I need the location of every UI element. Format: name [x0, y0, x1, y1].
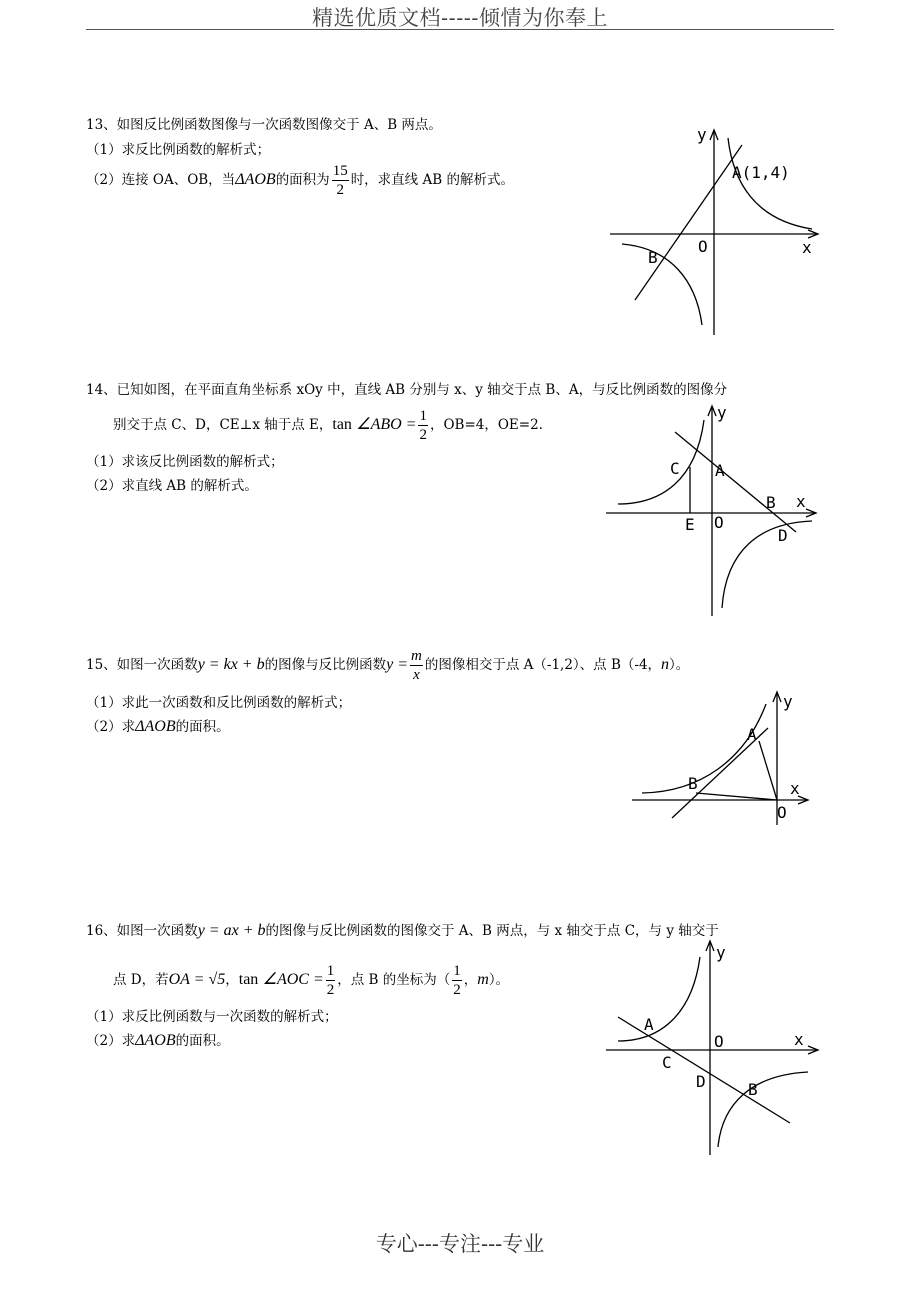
q14-line2-pre: 别交于点 C、D，CE⊥x 轴于点 E， [113, 417, 333, 433]
q13-fraction [332, 162, 349, 199]
q14-hyperbola-branch-2 [618, 420, 704, 504]
q13-label-a: A(1,4) [732, 163, 790, 182]
q16-line2 [113, 962, 509, 999]
q13-stem: 13、如图反比例函数图像与一次函数图像交于 A、B 两点。 [86, 117, 442, 133]
q14-line2-post: ，OB=4，OE=2. [429, 417, 543, 433]
q15-label-b: B [688, 774, 698, 793]
q15-label-y: y [783, 692, 793, 711]
q13-triangle: ΔAOB [235, 171, 276, 188]
header-rule [86, 29, 834, 30]
q14-frac-num: 1 [419, 408, 427, 424]
q15-stem [86, 647, 689, 684]
q15-segment-ob [696, 793, 777, 800]
q15-frac-num: m [411, 648, 422, 664]
q14-fraction [418, 407, 428, 444]
q16-oa: OA = √5 [168, 971, 226, 988]
q14-label-x: x [796, 492, 806, 511]
q16-angle: ∠AOC = [262, 971, 324, 988]
q15-eq2-lhs: y = [386, 656, 408, 673]
q15-triangle: ΔAOB [135, 718, 176, 735]
q13-part2-post: 时，求直线 AB 的解析式。 [350, 172, 514, 188]
q16-stem-pre: 16、如图一次函数 [86, 923, 198, 939]
q16-line2-pre: 点 D，若 [113, 972, 169, 988]
q16-line2-mid: ，点 B 的坐标为（ [337, 972, 451, 988]
q13-line-ab [635, 145, 742, 300]
q16-bx-den: 2 [453, 982, 461, 998]
q15-part2 [86, 717, 230, 737]
q14-angle: ∠ABO = [356, 416, 417, 433]
q13-hyperbola-branch-2 [622, 244, 702, 325]
q13-hyperbola-branch-1 [728, 138, 812, 229]
q16-label-x: x [794, 1030, 804, 1049]
q16-line2-end: ）。 [488, 972, 510, 988]
q13-frac-num: 15 [332, 163, 348, 179]
q14-figure [600, 400, 830, 622]
q16-label-o: O [714, 1032, 724, 1051]
q16-label-d: D [696, 1072, 706, 1091]
q15-part2-pre: （2）求 [86, 719, 136, 735]
q16-m: m [477, 971, 489, 988]
q16-hyperbola-branch-4 [718, 1072, 808, 1147]
q14-part1: （1）求该反比例函数的解析式； [86, 454, 284, 470]
q15-stem-mid: 的图像与反比例函数 [264, 657, 387, 673]
q16-part2-post: 的面积。 [175, 1033, 230, 1049]
q13-label-x: x [802, 238, 812, 257]
q14-stem: 14、已知如图，在平面直角坐标系 xOy 中，直线 AB 分别与 x、y 轴交于点 B、A，与反比例函数的图像分 [86, 382, 728, 398]
q14-frac-den: 2 [419, 427, 427, 443]
q13-frac-den: 2 [336, 182, 344, 198]
q13-label-b: B [648, 248, 658, 267]
q14-label-y: y [717, 403, 727, 422]
q16-stem-post: 的图像与反比例函数的图像交于 A、B 两点，与 x 轴交于点 C，与 y 轴交于 [265, 923, 719, 939]
q13-part2-pre: （2）连接 OA、OB，当 [86, 172, 236, 188]
q16-part2 [86, 1031, 230, 1051]
q14-part2: （2）求直线 AB 的解析式。 [86, 478, 258, 494]
q13-label-o: O [698, 237, 708, 256]
q15-n: n [661, 656, 670, 673]
q16-frac-den: 2 [326, 982, 335, 998]
q15-figure [620, 680, 820, 830]
q13-part1: （1）求反比例函数的解析式； [86, 142, 271, 158]
q16-label-y: y [716, 943, 726, 962]
q16-label-b: B [748, 1080, 758, 1099]
q16-eq1: y = ax + b [197, 922, 266, 939]
q13-figure [600, 120, 830, 345]
q15-stem-pre: 15、如图一次函数 [86, 657, 198, 673]
page-header-title: 精选优质文档-----倾情为你奉上 [312, 6, 608, 30]
q14-line2 [113, 407, 543, 444]
q14-hyperbola-branch-4 [722, 521, 812, 608]
q16-part1: （1）求反比例函数与一次函数的解析式； [86, 1009, 338, 1025]
q13-part2 [86, 162, 514, 199]
q15-label-x: x [790, 779, 800, 798]
q15-stem-end: ）。 [669, 657, 690, 673]
q16-fraction [326, 962, 336, 999]
q16-bx-fraction [452, 962, 462, 999]
q14-label-e: E [685, 515, 695, 534]
q15-label-o: O [777, 803, 787, 822]
q14-tan: tan [332, 416, 352, 433]
q16-line2-comma: ， [463, 972, 478, 988]
q14-label-a: A [715, 461, 725, 480]
q15-fraction [410, 647, 423, 684]
q15-segment-oa [759, 741, 777, 800]
q14-label-b: B [766, 493, 776, 512]
q15-hyperbola [642, 704, 766, 793]
q16-label-a: A [644, 1015, 654, 1034]
q15-stem-post: 的图像相交于点 A（-1,2）、点 B（-4， [424, 657, 662, 673]
page-footer: 专心---专注---专业 [375, 1232, 545, 1256]
q13-part2-mid: 的面积为 [275, 172, 330, 188]
q14-label-o: O [714, 513, 724, 532]
q16-figure [600, 935, 830, 1160]
q15-part1: （1）求此一次函数和反比例函数的解析式； [86, 695, 352, 711]
q16-frac-num: 1 [326, 963, 335, 979]
q16-label-c: C [662, 1053, 672, 1072]
q16-part2-pre: （2）求 [86, 1033, 136, 1049]
q13-label-y: y [697, 125, 707, 144]
q16-triangle: ΔAOB [135, 1032, 176, 1049]
q14-label-c: C [670, 459, 680, 478]
q15-label-a: A [747, 725, 757, 744]
q16-line2-sep: ， [225, 972, 239, 988]
q15-frac-den: x [413, 667, 420, 683]
q15-eq1: y = kx + b [197, 656, 265, 673]
q15-part2-post: 的面积。 [175, 719, 230, 735]
q16-bx-num: 1 [453, 963, 461, 979]
q14-label-d: D [778, 526, 788, 545]
q16-tan: tan [238, 971, 259, 988]
q16-hyperbola-branch-2 [618, 957, 700, 1041]
